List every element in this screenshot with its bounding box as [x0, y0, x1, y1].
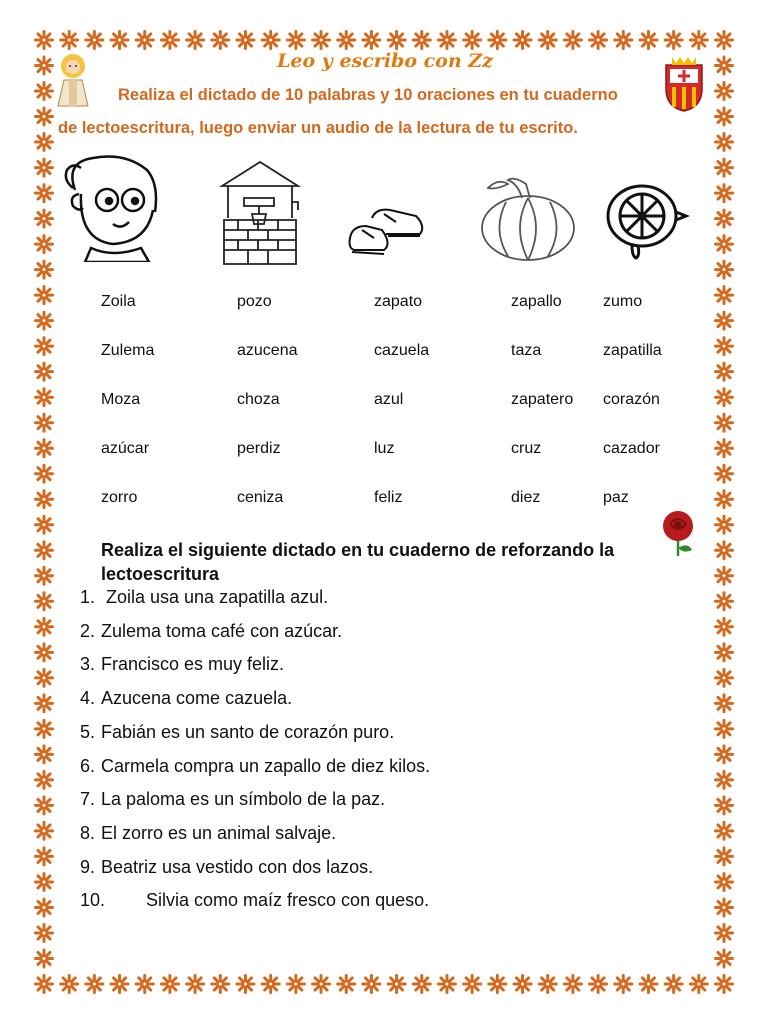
flower-icon [590, 32, 607, 49]
sentence-number: 1. [80, 587, 96, 607]
flower-icon [136, 32, 153, 49]
word-cell: zumo [603, 293, 643, 310]
flower-icon [690, 32, 707, 49]
flower-icon [716, 312, 733, 329]
flower-icon [716, 338, 733, 355]
flower-icon [36, 465, 53, 482]
flower-icon [615, 32, 632, 49]
flower-icon [640, 976, 657, 993]
flower-icon [716, 491, 733, 508]
flower-icon [111, 32, 128, 49]
flower-icon [716, 542, 733, 559]
flower-icon [640, 32, 657, 49]
word-cell: choza [237, 391, 280, 408]
sentence-number: 10. [80, 890, 106, 911]
flower-icon [262, 32, 279, 49]
flower-icon [36, 771, 53, 788]
flower-icon [716, 287, 733, 304]
flower-icon [388, 976, 405, 993]
flower-icon [212, 32, 229, 49]
flower-icon [438, 976, 455, 993]
word-cell: Zulema [101, 342, 155, 359]
flower-icon [413, 32, 430, 49]
flower-icon [36, 618, 53, 635]
flower-icon [716, 57, 733, 74]
flower-icon [36, 567, 53, 584]
flower-icon [564, 976, 581, 993]
flower-icon [36, 644, 53, 661]
flower-icon [363, 32, 380, 49]
flower-icon [313, 976, 330, 993]
word-cell: zorro [101, 489, 138, 506]
flower-icon [690, 976, 707, 993]
flower-icon [716, 465, 733, 482]
flower-icon [36, 363, 53, 380]
flower-icon [86, 32, 103, 49]
flower-icon [716, 644, 733, 661]
flower-icon [36, 873, 53, 890]
flower-icon [716, 440, 733, 457]
flower-icon [716, 720, 733, 737]
flower-icon [438, 32, 455, 49]
sentence-number: 3. [80, 654, 96, 675]
word-cell: taza [511, 342, 542, 359]
sentence-item [80, 587, 328, 608]
sentence-item [80, 688, 292, 709]
flower-icon [61, 976, 78, 993]
word-cell: diez [511, 489, 541, 506]
flower-icon [161, 32, 178, 49]
flower-icon [716, 567, 733, 584]
word-cell: cruz [511, 440, 542, 457]
flower-icon [36, 236, 53, 253]
flower-icon [36, 593, 53, 610]
sentence-text: El zorro es un animal salvaje. [101, 822, 337, 843]
sentence-number: 4. [80, 688, 96, 709]
flower-icon [716, 516, 733, 533]
flower-icon [716, 899, 733, 916]
flower-icon [716, 618, 733, 635]
sentence-text: Beatriz usa vestido con dos lazos. [101, 856, 374, 877]
flower-icon [564, 32, 581, 49]
flower-icon [665, 32, 682, 49]
school-shield-icon [662, 55, 706, 113]
flower-icon [36, 491, 53, 508]
word-cell: zapatilla [603, 342, 662, 359]
flower-icon [36, 848, 53, 865]
word-cell: Moza [101, 391, 141, 408]
flower-icon [36, 976, 53, 993]
flower-icon [489, 976, 506, 993]
flower-icon [388, 32, 405, 49]
girl-illustration [55, 150, 171, 262]
flower-icon [539, 32, 556, 49]
lemon-illustration [602, 180, 690, 260]
word-cell: cazador [603, 440, 660, 457]
flower-icon [36, 924, 53, 941]
flower-icon [514, 32, 531, 49]
word-cell: Zoila [101, 293, 136, 310]
flower-icon [287, 976, 304, 993]
word-cell: paz [603, 489, 629, 506]
word-cell: ceniza [237, 489, 284, 506]
flower-icon [716, 363, 733, 380]
flower-icon [287, 32, 304, 49]
flower-icon [489, 32, 506, 49]
flower-icon [716, 389, 733, 406]
flower-icon [716, 414, 733, 431]
flower-icon [187, 32, 204, 49]
instruction-line-2: de lectoescritura, luego enviar un audio de la lectura de tu escrito. [58, 119, 578, 137]
flower-icon [716, 848, 733, 865]
flower-icon [716, 950, 733, 967]
sentence-item [80, 756, 430, 777]
flower-icon [36, 440, 53, 457]
flower-icon [338, 976, 355, 993]
flower-icon [36, 185, 53, 202]
flower-icon [363, 976, 380, 993]
flower-icon [36, 542, 53, 559]
flower-icon [36, 338, 53, 355]
flower-icon [36, 312, 53, 329]
dictation-heading: Realiza el siguiente dictado en tu cuaderno de reforzando la lectoescritura [101, 540, 615, 584]
flower-icon [187, 976, 204, 993]
flower-icon [86, 976, 103, 993]
flower-icon [514, 976, 531, 993]
flower-icon [716, 32, 733, 49]
sentence-text: Azucena come cazuela. [101, 688, 293, 709]
flower-icon [36, 108, 53, 125]
word-cell: luz [374, 440, 395, 457]
word-cell: zapallo [511, 293, 562, 310]
word-cell: azucena [237, 342, 298, 359]
word-cell: corazón [603, 391, 660, 408]
flower-icon [716, 236, 733, 253]
flower-icon [36, 389, 53, 406]
sentence-text: Silvia como maíz fresco con queso. [146, 890, 430, 911]
word-cell: zapato [374, 293, 423, 310]
flower-icon [464, 32, 481, 49]
sentence-text: Zulema toma café con azúcar. [101, 620, 343, 641]
pumpkin-illustration [478, 174, 578, 264]
sentence-item [80, 654, 284, 675]
flower-icon [36, 134, 53, 151]
flower-icon [539, 976, 556, 993]
flower-icon [36, 261, 53, 278]
flower-icon [136, 976, 153, 993]
sentence-item [80, 823, 336, 844]
flower-icon [36, 899, 53, 916]
flower-icon [36, 720, 53, 737]
flower-icon [716, 695, 733, 712]
flower-icon [665, 976, 682, 993]
flower-icon [212, 976, 229, 993]
flower-icon [237, 32, 254, 49]
flower-icon [36, 159, 53, 176]
flower-icon [338, 32, 355, 49]
sentence-number: 5. [80, 721, 96, 742]
word-cell: pozo [237, 293, 272, 310]
flower-icon [716, 924, 733, 941]
flower-icon [716, 83, 733, 100]
flower-icon [36, 414, 53, 431]
flower-icon [716, 134, 733, 151]
flower-icon [36, 695, 53, 712]
flower-icon [262, 976, 279, 993]
sentence-item [80, 890, 429, 911]
flower-icon [36, 287, 53, 304]
flower-icon [716, 159, 733, 176]
flower-icon [716, 261, 733, 278]
flower-icon [716, 771, 733, 788]
sentence-number: 8. [80, 822, 96, 843]
flower-icon [36, 210, 53, 227]
sentence-item [80, 857, 373, 878]
well-illustration [218, 158, 302, 268]
sentence-text: Fabián es un santo de corazón puro. [101, 721, 395, 742]
sentence-item [80, 789, 385, 810]
flower-icon [36, 797, 53, 814]
sentence-text: Francisco es muy feliz. [101, 654, 285, 675]
flower-icon [464, 976, 481, 993]
word-cell: azul [374, 391, 404, 408]
flower-icon [161, 976, 178, 993]
rose-icon [658, 508, 700, 558]
flower-icon [716, 108, 733, 125]
shoes-illustration [346, 204, 426, 260]
page-title: Leo y escribo con Zz [277, 50, 493, 72]
flower-icon [111, 976, 128, 993]
word-cell: feliz [374, 489, 403, 506]
sentence-text: La paloma es un símbolo de la paz. [101, 789, 386, 810]
flower-icon [716, 746, 733, 763]
word-cell: zapatero [511, 391, 574, 408]
sentence-number: 7. [80, 789, 96, 810]
sentence-number: 2. [80, 620, 96, 641]
flower-icon [36, 516, 53, 533]
flower-icon [716, 185, 733, 202]
flower-icon [716, 873, 733, 890]
word-cell: perdiz [237, 440, 281, 457]
sentence-item [80, 621, 342, 642]
flower-icon [716, 797, 733, 814]
flower-icon [716, 822, 733, 839]
flower-icon [716, 593, 733, 610]
flower-icon [313, 32, 330, 49]
flower-icon [36, 822, 53, 839]
flower-icon [590, 976, 607, 993]
sentence-text: Carmela compra un zapallo de diez kilos. [101, 755, 431, 776]
flower-icon [61, 32, 78, 49]
instruction-line-1: Realiza el dictado de 10 palabras y 10 oraciones en tu cuaderno [118, 86, 618, 104]
flower-icon [716, 210, 733, 227]
flower-icon [36, 746, 53, 763]
mascot-figure [50, 52, 96, 108]
flower-icon [413, 976, 430, 993]
flower-icon [36, 669, 53, 686]
flower-icon [716, 976, 733, 993]
sentence-number: 6. [80, 755, 96, 776]
word-cell: cazuela [374, 342, 430, 359]
flower-icon [615, 976, 632, 993]
flower-icon [36, 950, 53, 967]
flower-icon [716, 669, 733, 686]
flower-icon [237, 976, 254, 993]
sentence-text: Zoila usa una zapatilla azul. [101, 587, 329, 607]
word-cell: azúcar [101, 440, 150, 457]
sentence-number: 9. [80, 856, 96, 877]
sentence-item [80, 722, 394, 743]
flower-icon [36, 32, 53, 49]
